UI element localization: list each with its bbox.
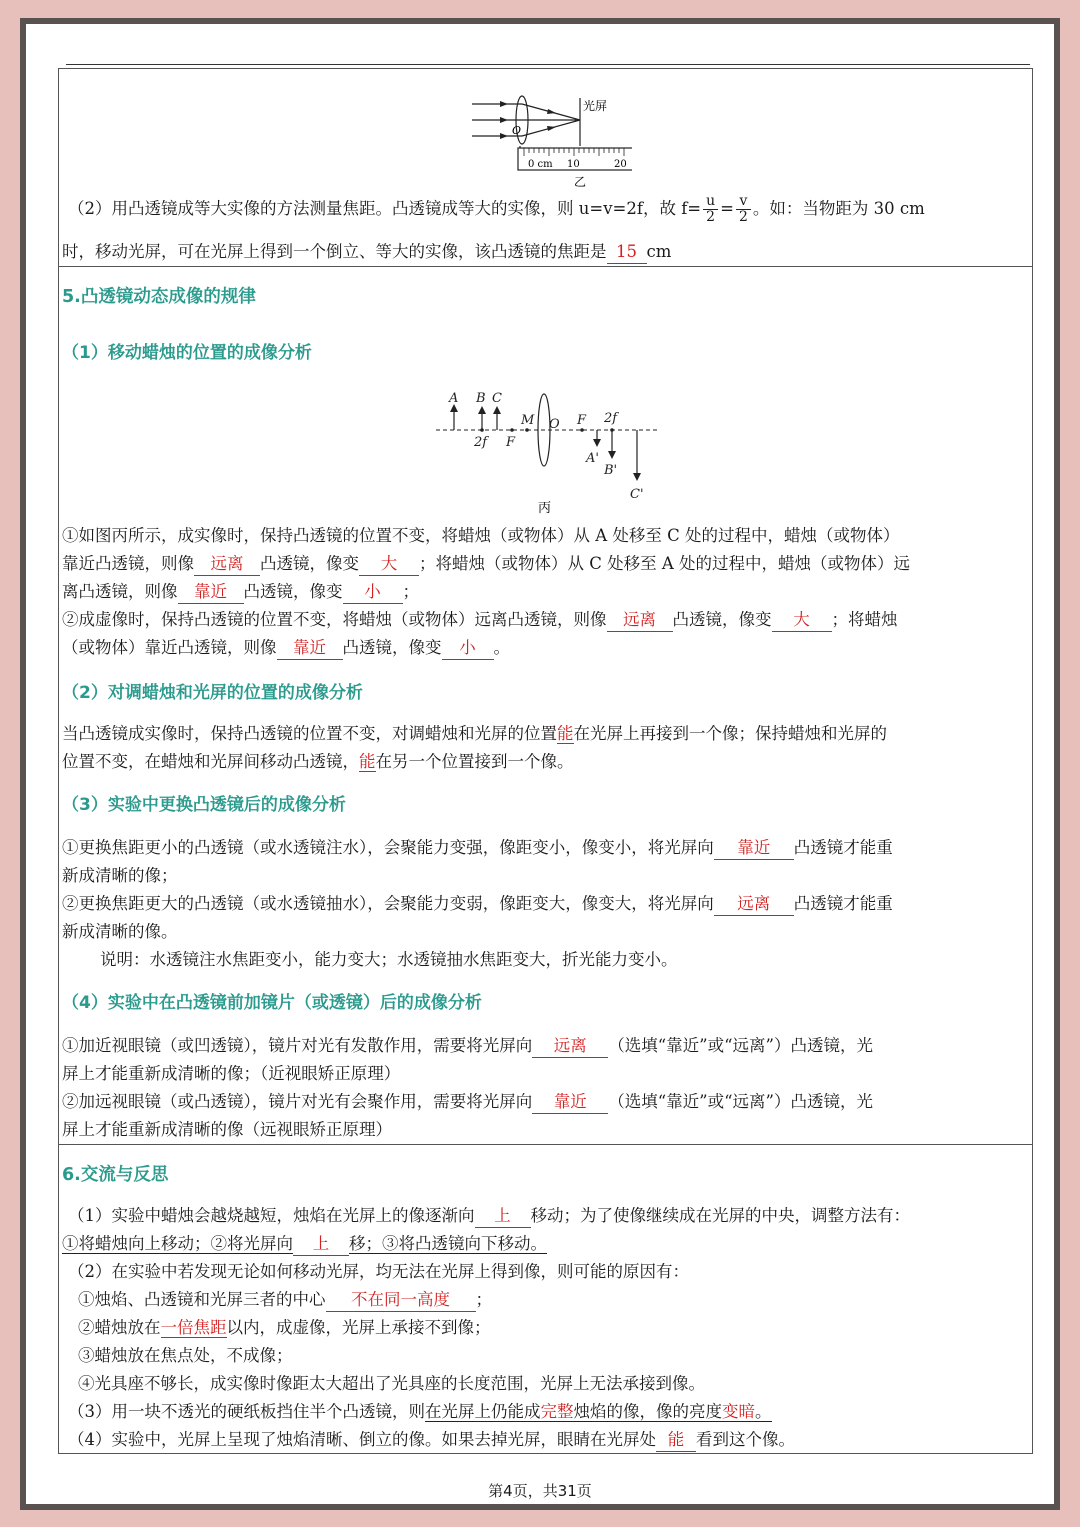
- fraction-v-2: [736, 194, 751, 225]
- text: （选填“靠近”或“远离”）凸透镜，光: [608, 1036, 873, 1055]
- label-b: B: [476, 391, 486, 406]
- scale-label-0: 0 cm: [528, 159, 553, 170]
- answer: 不在同一高度: [326, 1289, 476, 1312]
- p4-line1: [62, 1032, 873, 1060]
- item2-line1: [68, 194, 925, 225]
- page-border: [20, 18, 1060, 1510]
- text: 在另一个位置接到一个像。: [375, 752, 574, 771]
- section6-title: 6.交流与反思: [62, 1165, 169, 1185]
- answer: 变暗: [722, 1402, 755, 1421]
- section5-sub1: （1）移动蜡烛的位置的成像分析: [62, 343, 312, 363]
- p3-line1: [62, 834, 893, 862]
- figure-caption: 乙: [574, 175, 587, 189]
- text: 凸透镜才能重: [793, 838, 893, 857]
- header-rule: [66, 64, 1030, 65]
- text: 烛焰的像，像的亮度: [573, 1402, 722, 1421]
- text: ①烛焰、凸透镜和光屏三者的中心: [78, 1290, 326, 1309]
- label-a-prime: A': [586, 451, 599, 466]
- s6-line9: [68, 1426, 795, 1454]
- text: （3）用一块不透光的硬纸板挡住半个凸透镜，则: [68, 1402, 425, 1421]
- text: 凸透镜，像变: [260, 554, 359, 573]
- answer: 小: [442, 637, 494, 660]
- text: 凸透镜，像变: [342, 638, 442, 657]
- divider-1: [58, 266, 1033, 267]
- text: ②加远视眼镜（或凸透镜），镜片对光有会聚作用，需要将光屏向: [62, 1092, 533, 1111]
- p1-line1: ①如图丙所示，成实像时，保持凸透镜的位置不变，将蜡烛（或物体）从 A 处移至 C 处的过程中，蜡烛（或物体）: [62, 526, 900, 545]
- page-number: 第4页，共31页: [488, 1482, 592, 1500]
- text: ；将蜡烛: [831, 610, 898, 629]
- frac-num: u: [703, 194, 718, 210]
- answer: 靠近: [277, 637, 343, 660]
- label-c-prime: C': [630, 487, 644, 502]
- frac-den: 2: [706, 209, 716, 225]
- label-b-prime: B': [604, 463, 618, 478]
- text: ①加近视眼镜（或凹透镜），镜片对光有发散作用，需要将光屏向: [62, 1036, 533, 1055]
- answer: 能: [557, 724, 574, 743]
- item2-line2: [62, 238, 671, 266]
- p3-line2: 新成清晰的像；: [62, 866, 178, 885]
- text: 凸透镜，像变: [672, 610, 772, 629]
- answer: 大: [359, 553, 419, 576]
- label-a: A: [449, 391, 459, 406]
- item2-text: 。如：当物距为 30 cm: [752, 199, 925, 218]
- section5-sub4: （4）实验中在凸透镜前加镜片（或透镜）后的成像分析: [62, 993, 482, 1013]
- text: 移动；为了使像继续成在光屏的中央，调整方法有：: [530, 1206, 910, 1225]
- p1-line2: [62, 550, 910, 578]
- section5-sub2: （2）对调蜡烛和光屏的位置的成像分析: [62, 683, 363, 703]
- answer-focal-length: 15: [607, 241, 647, 264]
- answer: 小: [343, 581, 403, 604]
- text: ②更换焦距更大的凸透镜（或水透镜抽水），会聚能力变弱，像距变大，像变大，将光屏向: [62, 894, 714, 913]
- text: ①将蜡烛向上移动；②将光屏向: [62, 1234, 293, 1253]
- text: ①更换焦距更小的凸透镜（或水透镜注水），会聚能力变强，像距变小，像变小，将光屏向: [62, 838, 714, 857]
- text: 位置不变，在蜡烛和光屏间移动凸透镜，: [62, 752, 359, 771]
- p1-line5: [62, 634, 510, 662]
- section5-title: 5.凸透镜动态成像的规律: [62, 287, 256, 307]
- p4-line2: 屏上才能重新成清晰的像；（近视眼矫正原理）: [62, 1064, 401, 1083]
- label-2f-right: 2f: [604, 411, 618, 426]
- text: 靠近凸透镜，则像: [62, 554, 194, 573]
- text: （4）实验中，光屏上呈现了烛焰清晰、倒立的像。如果去掉光屏，眼睛在光屏处: [68, 1430, 656, 1449]
- p2-line1: [62, 720, 887, 748]
- p3-line3: [62, 890, 893, 918]
- answer: 大: [772, 609, 832, 632]
- answer: 上: [293, 1233, 349, 1256]
- p2-line2: [62, 748, 574, 776]
- divider-2: [58, 1144, 1033, 1145]
- answer: 远离: [194, 553, 260, 576]
- scale-label-20: 20: [614, 159, 627, 170]
- s6-line1: [68, 1202, 910, 1230]
- text: （1）实验中蜡烛会越烧越短，烛焰在光屏上的像逐渐向: [68, 1206, 475, 1225]
- p1-line3: [62, 578, 419, 606]
- text: ；将蜡烛（或物体）从 C 处移至 A 处的过程中，蜡烛（或物体）远: [419, 554, 911, 573]
- s6-line6: ③蜡烛放在焦点处，不成像；: [78, 1346, 293, 1365]
- text: 移；③将凸透镜向下移动。: [349, 1234, 547, 1253]
- p3-note: 说明：水透镜注水焦距变小，能力变大；水透镜抽水焦距变大，折光能力变小。: [100, 950, 678, 969]
- text: ；: [475, 1290, 492, 1309]
- text: 凸透镜才能重: [793, 894, 893, 913]
- text: 看到这个像。: [696, 1430, 795, 1449]
- scale-label-10: 10: [567, 159, 580, 170]
- figure-caption: 丙: [538, 501, 552, 514]
- label-c: C: [492, 391, 502, 406]
- focal-length-figure: [462, 76, 632, 192]
- dynamic-imaging-figure: [434, 386, 664, 514]
- label-o: O: [549, 417, 560, 432]
- text: 在光屏上仍能成: [425, 1402, 541, 1421]
- answer: 完整: [540, 1402, 574, 1421]
- p3-line4: 新成清晰的像。: [62, 922, 178, 941]
- fraction-u-2: [703, 194, 718, 225]
- text: 凸透镜，像变: [243, 582, 343, 601]
- s6-line4: [78, 1286, 492, 1314]
- answer: 远离: [714, 893, 794, 916]
- frac-num: v: [736, 194, 751, 210]
- text: 。: [755, 1402, 772, 1421]
- item2-text: （2）用凸透镜成等大实像的方法测量焦距。凸透镜成等大的实像，则 u=v=2f，故 f=: [68, 199, 702, 218]
- text: （选填“靠近”或“远离”）凸透镜，光: [608, 1092, 873, 1111]
- item2-text: cm: [646, 242, 672, 261]
- screen-label: 光屏: [583, 99, 608, 113]
- section5-sub3: （3）实验中更换凸透镜后的成像分析: [62, 795, 346, 815]
- s6-line5: [78, 1314, 491, 1342]
- s6-line7: ④光具座不够长，成实像时像距太大超出了光具座的长度范围，光屏上无法承接到像。: [78, 1374, 705, 1393]
- item2-text: 时，移动光屏，可在光屏上得到一个倒立、等大的实像，该凸透镜的焦距是: [62, 242, 607, 261]
- answer: 靠近: [178, 581, 244, 604]
- answer: 靠近: [532, 1091, 608, 1114]
- equals-sign: =: [720, 199, 734, 218]
- text: ②蜡烛放在: [78, 1318, 161, 1337]
- text: 。: [493, 638, 510, 657]
- answer: 能: [656, 1429, 696, 1452]
- answer: 远离: [607, 609, 673, 632]
- document-page: [26, 24, 1054, 1504]
- label-2f-left: 2f: [474, 435, 488, 450]
- s6-line3: （2）在实验中若发现无论如何移动光屏，均无法在光屏上得到像，则可能的原因有：: [68, 1262, 689, 1281]
- answer: 一倍焦距: [160, 1318, 227, 1337]
- answer: 靠近: [714, 837, 794, 860]
- text: 以内，成虚像，光屏上承接不到像；: [226, 1318, 491, 1337]
- label-m: M: [521, 413, 535, 428]
- s6-line8: [68, 1398, 772, 1426]
- text: ②成虚像时，保持凸透镜的位置不变，将蜡烛（或物体）远离凸透镜，则像: [62, 610, 607, 629]
- text: 离凸透镜，则像: [62, 582, 178, 601]
- text: ；: [402, 582, 419, 601]
- text: 在光屏上再接到一个像；保持蜡烛和光屏的: [573, 724, 887, 743]
- p4-line4: 屏上才能重新成清晰的像（远视眼矫正原理）: [62, 1120, 392, 1139]
- text: 当凸透镜成实像时，保持凸透镜的位置不变，对调蜡烛和光屏的位置: [62, 724, 557, 743]
- answer: 远离: [532, 1035, 608, 1058]
- frac-den: 2: [738, 209, 748, 225]
- label-f-right: F: [577, 413, 587, 428]
- s6-line2: [62, 1230, 547, 1258]
- text: （或物体）靠近凸透镜，则像: [62, 638, 277, 657]
- p1-line4: [62, 606, 898, 634]
- answer: 上: [475, 1205, 531, 1228]
- label-f-left: F: [506, 435, 516, 450]
- lens-o-label: O: [512, 124, 522, 137]
- p4-line3: [62, 1088, 873, 1116]
- answer: 能: [359, 752, 376, 771]
